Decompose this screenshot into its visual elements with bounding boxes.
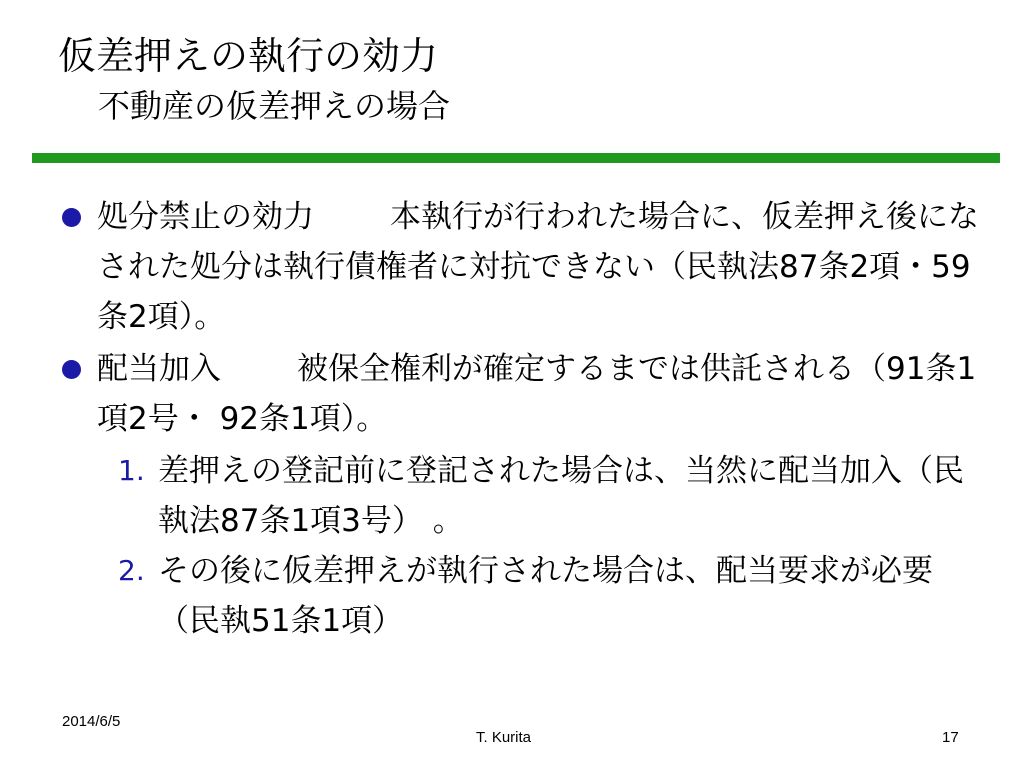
bullet-item [50, 344, 990, 444]
bullet-item [50, 192, 990, 342]
numbered-label: 2. [118, 554, 145, 587]
slide-title: 仮差押えの執行の効力 [58, 34, 439, 78]
numbered-label: 1. [118, 454, 145, 487]
bullet-term: 配当加入 [97, 351, 221, 387]
bullet-text: 被保全権利が確定するまでは供託される（91条1項2号・ 92条1項）。 [97, 351, 977, 437]
numbered-text: 差押えの登記前に登記された場合は、当然に配当加入（民執法87条1項3号） 。 [158, 453, 964, 539]
numbered-text: その後に仮差押えが執行された場合は、配当要求が必要（民執51条1項） [158, 553, 933, 639]
bullet-dot-icon [62, 208, 81, 227]
slide-subtitle: 不動産の仮差押えの場合 [98, 87, 451, 125]
footer-date: 2014/6/5 [62, 713, 121, 730]
bullet-term: 処分禁止の効力 [97, 199, 314, 235]
footer-page-number: 17 [942, 729, 959, 746]
bullet-dot-icon [62, 360, 81, 379]
bullet-text: 本執行が行われた場合に、仮差押え後になされた処分は執行債権者に対抗できない（民執法87条2項・59条2項）。 [97, 199, 979, 335]
title-divider [32, 153, 1000, 163]
footer-author: T. Kurita [476, 729, 532, 746]
numbered-item [50, 446, 990, 546]
numbered-item [50, 546, 990, 646]
slide-body [50, 192, 990, 646]
